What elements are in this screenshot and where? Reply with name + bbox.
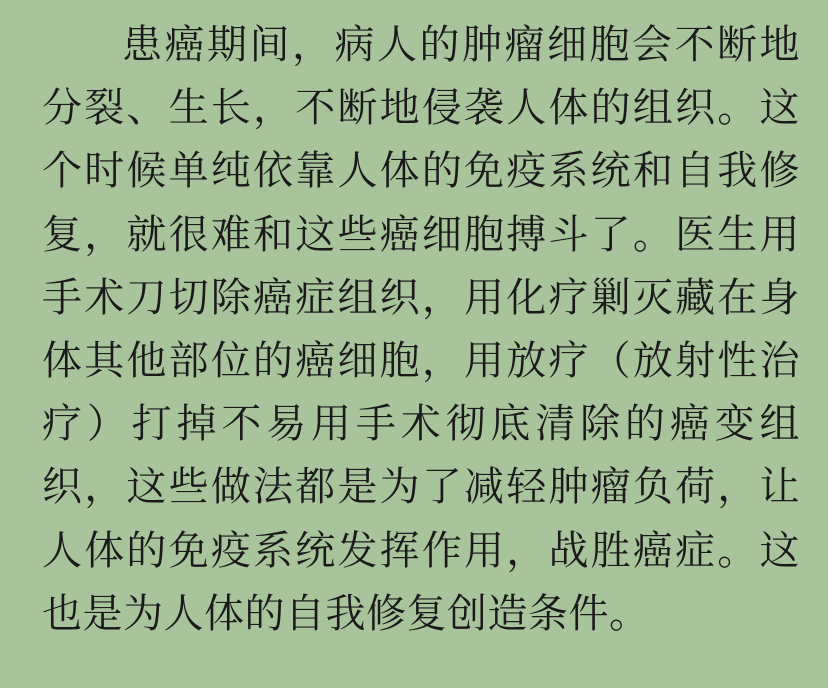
body-paragraph: 患癌期间，病人的肿瘤细胞会不断地分裂、生长，不断地侵袭人体的组织。这个时候单纯依靠人体的免疫系统和自我修复，就很难和这些癌细胞搏斗了。医生用手术刀切除癌症组织，用化疗剿灭藏在身体其他部位的癌细胞，用放疗（放射性治疗）打掉不易用手术彻底清除的癌变组织，这些做法都是为了减轻肿瘤负荷，让人体的免疫系统发挥作用，战胜癌症。这也是为人体的自我修复创造条件。: [42, 22, 800, 637]
